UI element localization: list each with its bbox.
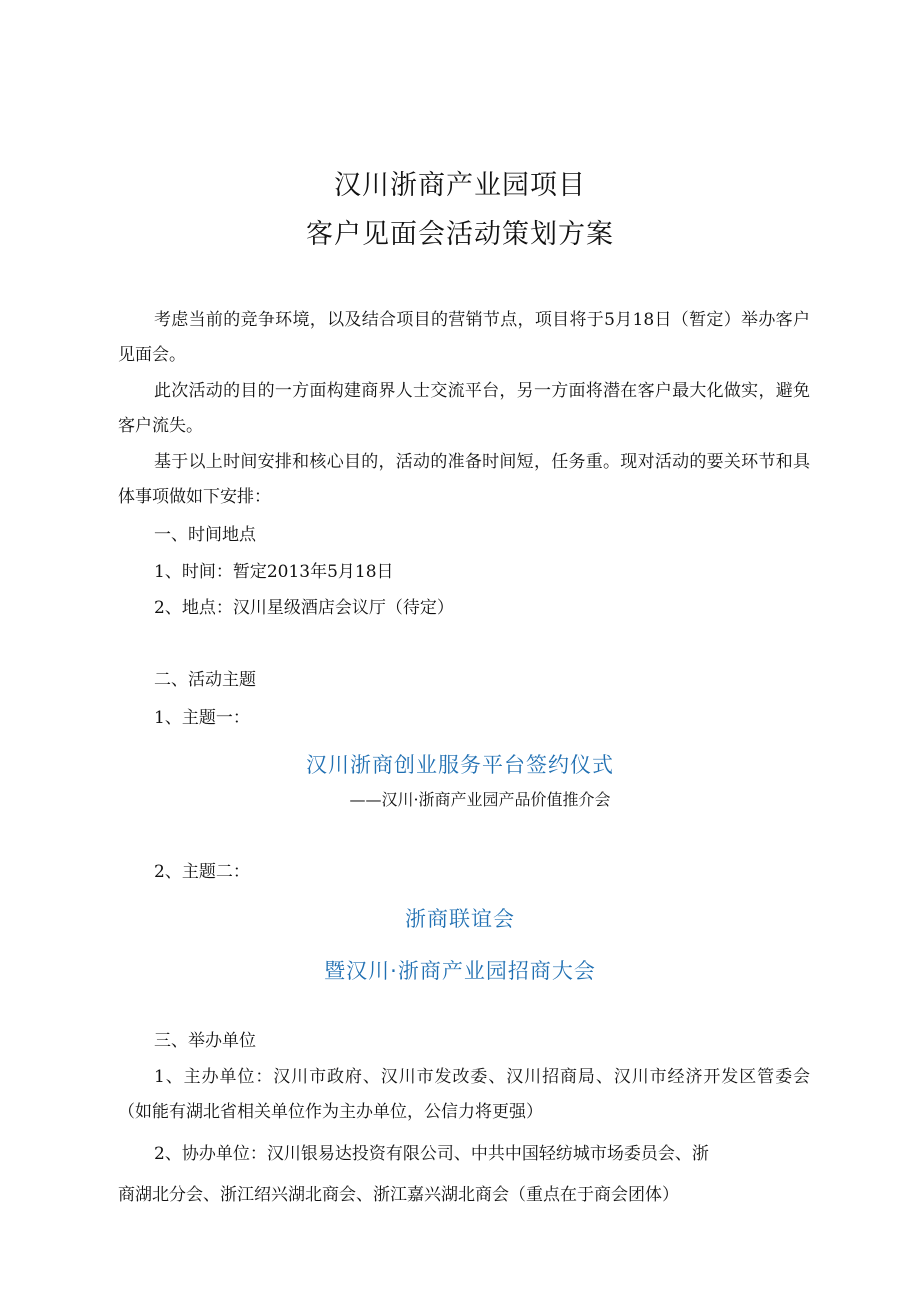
theme1-title: 汉川浙商创业服务平台签约仪式 [306, 753, 614, 777]
theme2-label: 2、主题二： [154, 862, 250, 882]
theme1-label: 1、主题一： [154, 708, 250, 728]
section3-co-line1: 2、协办单位：汉川银易达投资有限公司、中共中国轻纺城市场委员会、浙 [154, 1144, 709, 1164]
section1-heading: 一、时间地点 [154, 525, 256, 545]
intro-paragraph-2: 此次活动的目的一方面构建商界人士交流平台，另一方面将潜在客户最大化做实，避免客户流失。 [118, 381, 810, 436]
section1-place: 2、地点：汉川星级酒店会议厅（待定） [154, 598, 454, 618]
theme2-line1: 浙商联谊会 [405, 907, 515, 931]
theme1-subtitle: ——汉川·浙商产业园产品价值推介会 [349, 790, 611, 809]
theme2-line2: 暨汉川·浙商产业园招商大会 [324, 959, 596, 983]
section3-co-line2: 商湖北分会、浙江绍兴湖北商会、浙江嘉兴湖北商会（重点在于商会团体） [118, 1185, 679, 1205]
section3-host: 1、主办单位：汉川市政府、汉川市发改委、汉川招商局、汉川市经济开发区管委会（如能有湖北省相关单位作为主办单位，公信力将更强） [118, 1067, 810, 1122]
section2-heading: 二、活动主题 [154, 670, 256, 690]
intro-paragraph-1: 考虑当前的竞争环境，以及结合项目的营销节点，项目将于5月18日（暂定）举办客户见面会。 [118, 310, 810, 365]
section3-heading: 三、举办单位 [154, 1031, 256, 1051]
document-title-line1: 汉川浙商产业园项目 [334, 170, 586, 201]
document-title-line2: 客户见面会活动策划方案 [306, 219, 614, 250]
intro-paragraph-3: 基于以上时间安排和核心目的，活动的准备时间短，任务重。现对活动的要关环节和具体事项做如下安排： [118, 452, 810, 507]
section1-time: 1、时间：暂定2013年5月18日 [154, 562, 394, 582]
